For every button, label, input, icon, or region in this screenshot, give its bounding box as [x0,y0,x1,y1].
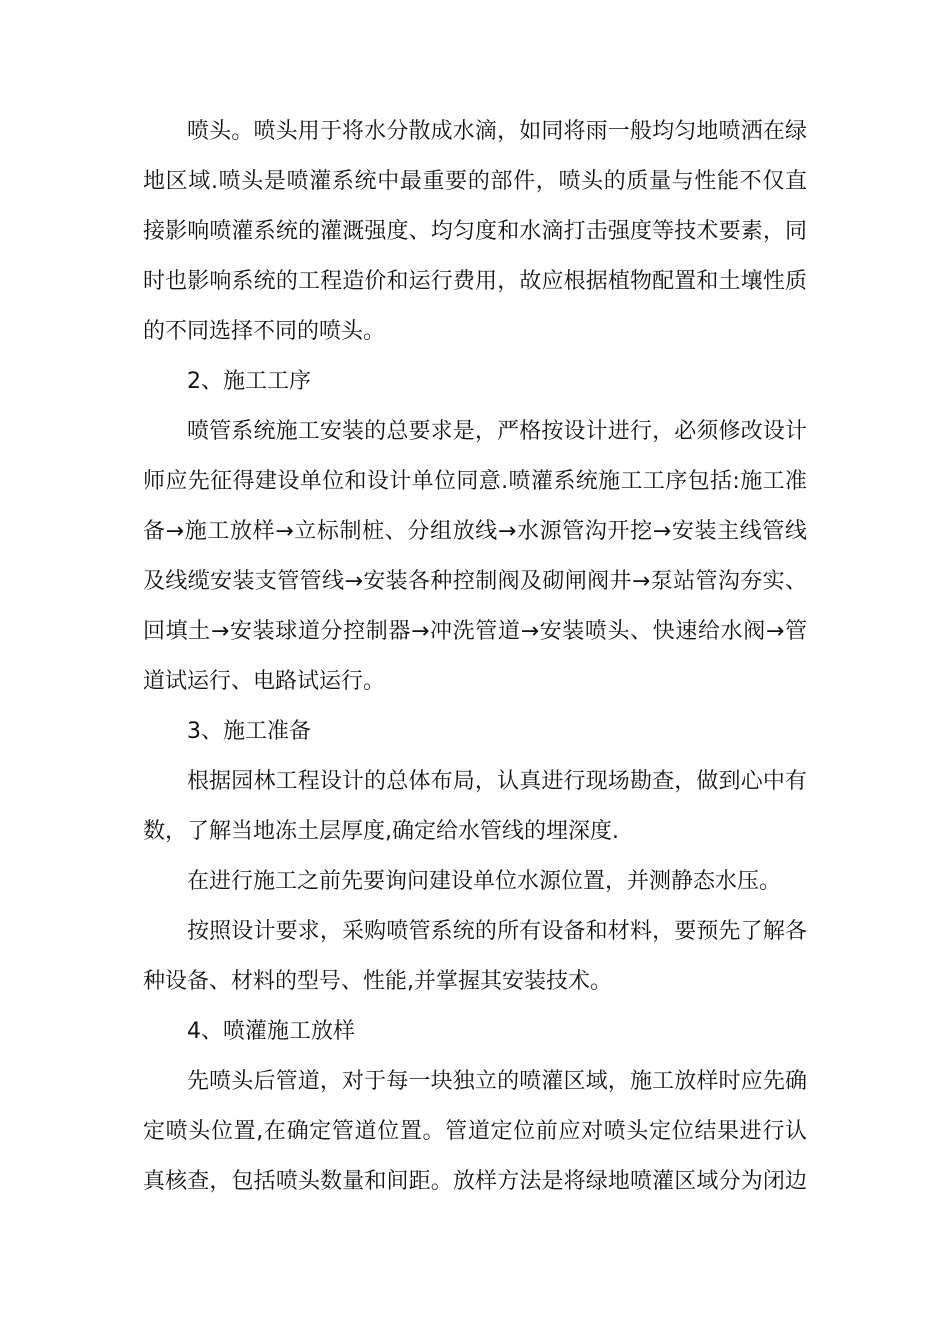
text-line: 3、施工准备 [187,719,311,744]
text-line: 回填土→安装球道分控制器→冲洗管道→安装喷头、快速给水阀→管 [143,619,807,644]
text-line: 先喷头后管道，对于每一块独立的喷灌区域，施工放样时应先确 [187,1069,807,1094]
text-line: 喷管系统施工安装的总要求是，严格按设计进行，必须修改设计 [187,419,807,444]
text-line: 种设备、材料的型号、性能,并掌握其安装技术。 [143,969,612,994]
text-line: 及线缆安装支管管线→安装各种控制阀及砌闸阀井→泵站管沟夯实、 [143,569,807,594]
document-body [143,107,807,1207]
text-line: 时也影响系统的工程造价和运行费用，故应根据植物配置和土壤性质 [143,269,807,294]
text-line: 根据园林工程设计的总体布局，认真进行现场勘查，做到心中有 [187,769,807,794]
text-line: 2、施工工序 [187,369,311,394]
text-line: 道试运行、电路试运行。 [143,669,386,694]
text-line: 4、喷灌施工放样 [187,1019,355,1044]
text-line: 按照设计要求，采购喷管系统的所有设备和材料，要预先了解各 [187,919,807,944]
text-line: 接影响喷灌系统的灌溉强度、均匀度和水滴打击强度等技术要素，同 [143,219,807,244]
text-line: 在进行施工之前先要询问建设单位水源位置，并测静态水压。 [187,869,782,894]
text-line: 定喷头位置,在确定管道位置。管道定位前应对喷头定位结果进行认 [143,1119,807,1144]
text-line: 真核查，包括喷头数量和间距。放样方法是将绿地喷灌区域分为闭边 [143,1169,807,1194]
text-line: 备→施工放样→立标制桩、分组放线→水源管沟开挖→安装主线管线 [143,519,807,544]
text-line: 地区域.喷头是喷灌系统中最重要的部件，喷头的质量与性能不仅直 [143,169,807,194]
text-line: 师应先征得建设单位和设计单位同意.喷灌系统施工工序包括:施工准 [143,469,807,494]
text-line: 喷头。喷头用于将水分散成水滴，如同将雨一般均匀地喷洒在绿 [187,119,807,144]
text-line: 数，了解当地冻土层厚度,确定给水管线的埋深度. [143,819,619,844]
text-line: 的不同选择不同的喷头。 [143,319,386,344]
